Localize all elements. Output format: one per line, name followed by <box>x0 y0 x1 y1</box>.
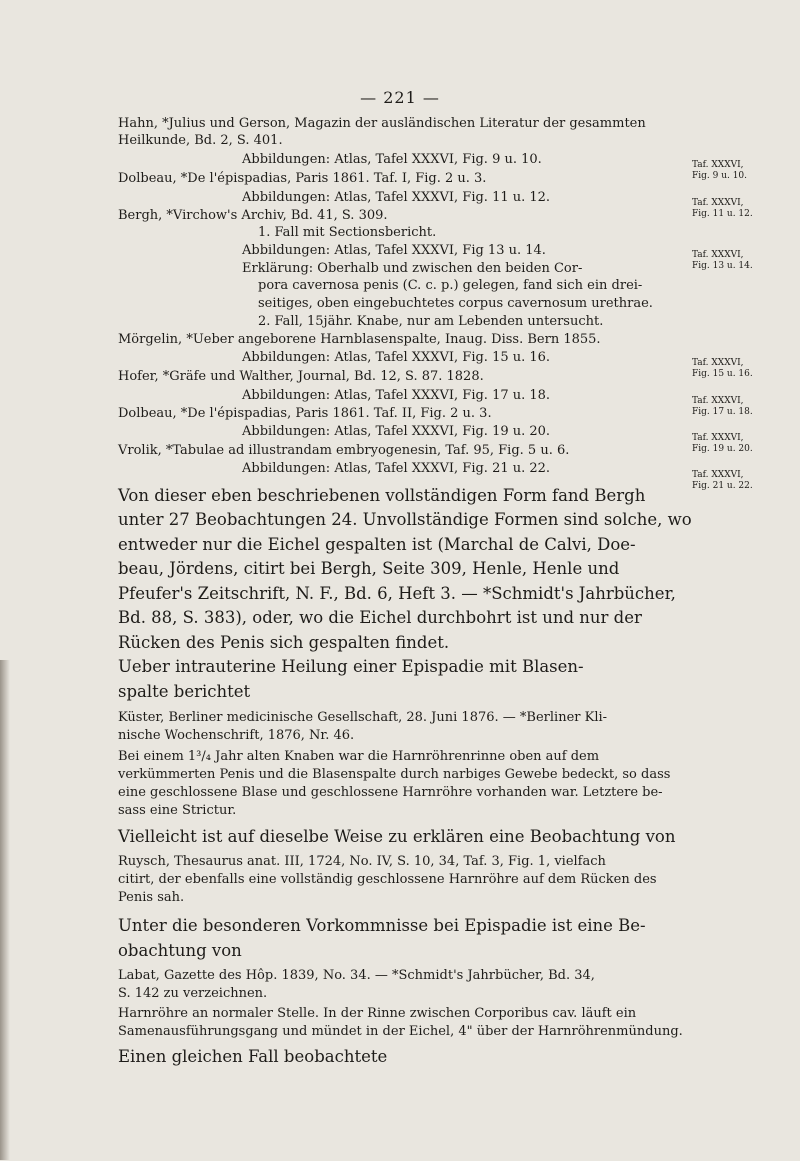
text-line: Vielleicht ist auf dieselbe Weise zu erklären eine Beobachtung von <box>118 827 676 846</box>
margin-note: Fig. 15 u. 16. <box>692 369 753 379</box>
margin-note: Taf. XXXVI, <box>692 396 744 406</box>
text-line: Ruysch, Thesaurus anat. III, 1724, No. IV, S. 10, 34, Taf. 3, Fig. 1, vielfach <box>118 854 606 869</box>
binding-shadow <box>0 660 10 1160</box>
text-line: 2. Fall, 15jähr. Knabe, nur am Lebenden untersucht. <box>258 314 604 329</box>
text-line: Dolbeau, *De l'épispadias, Paris 1861. Taf. II, Fig. 2 u. 3. <box>118 406 492 421</box>
text-line: nische Wochenschrift, 1876, Nr. 46. <box>118 728 355 743</box>
margin-note: Fig. 9 u. 10. <box>692 171 748 181</box>
margin-note: Fig. 19 u. 20. <box>692 444 753 454</box>
margin-note: Taf. XXXVI, <box>692 250 744 260</box>
text-line: citirt, der ebenfalls eine vollständig geschlossene Harnröhre auf dem Rücken des <box>118 872 657 887</box>
text-line: Küster, Berliner medicinische Gesellschaft, 28. Juni 1876. — *Berliner Kli- <box>118 710 608 725</box>
text-line: Abbildungen: Atlas, Tafel XXXVI, Fig. 15 u. 16. <box>242 350 551 365</box>
text-line: Abbildungen: Atlas, Tafel XXXVI, Fig. 17 u. 18. <box>242 388 551 403</box>
text-line: Von dieser eben beschriebenen vollständigen Form fand Bergh <box>118 486 646 505</box>
margin-note: Taf. XXXVI, <box>692 470 744 480</box>
text-line: Heilkunde, Bd. 2, S. 401. <box>118 133 283 148</box>
margin-note: Taf. XXXVI, <box>692 198 744 208</box>
text-line: Bei einem 1³/₄ Jahr alten Knaben war die Harnröhrenrinne oben auf dem <box>118 749 600 764</box>
margin-note: Fig. 13 u. 14. <box>692 261 753 271</box>
text-line: Hofer, *Gräfe und Walther, Journal, Bd. 12, S. 87. 1828. <box>118 369 484 384</box>
text-line: Ueber intrauterine Heilung einer Epispadie mit Blasen- <box>118 657 584 676</box>
text-line: Einen gleichen Fall beobachtete <box>118 1047 388 1066</box>
text-line: S. 142 zu verzeichnen. <box>118 986 268 1001</box>
margin-note: Fig. 17 u. 18. <box>692 407 753 417</box>
margin-note: Fig. 21 u. 22. <box>692 481 753 491</box>
text-line: Erklärung: Oberhalb und zwischen den beiden Cor- <box>242 261 583 276</box>
text-line: beau, Jördens, citirt bei Bergh, Seite 309, Henle, Henle und <box>118 559 620 578</box>
text-line: Unter die besonderen Vorkommnisse bei Epispadie ist eine Be- <box>118 916 646 935</box>
text-line: Dolbeau, *De l'épispadias, Paris 1861. Taf. I, Fig. 2 u. 3. <box>118 171 487 186</box>
text-line: Abbildungen: Atlas, Tafel XXXVI, Fig. 11 u. 12. <box>242 190 551 205</box>
text-line: eine geschlossene Blase und geschlossene Harnröhre vorhanden war. Letztere be- <box>118 785 663 800</box>
text-line: sass eine Strictur. <box>118 803 237 818</box>
text-line: Rücken des Penis sich gespalten findet. <box>118 633 450 652</box>
text-line: Vrolik, *Tabulae ad illustrandam embryogenesin, Taf. 95, Fig. 5 u. 6. <box>118 443 570 458</box>
margin-note: Taf. XXXVI, <box>692 433 744 443</box>
text-line: Samenausführungsgang und mündet in der Eichel, 4" über der Harnröhrenmündung. <box>118 1024 683 1039</box>
text-line: seitiges, oben eingebuchtetes corpus cavernosum urethrae. <box>258 296 653 311</box>
text-line: unter 27 Beobachtungen 24. Unvollständige Formen sind solche, wo <box>118 510 692 529</box>
text-line: Pfeufer's Zeitschrift, N. F., Bd. 6, Heft 3. — *Schmidt's Jahrbücher, <box>118 584 676 603</box>
text-line: Abbildungen: Atlas, Tafel XXXVI, Fig 13 u. 14. <box>242 243 546 258</box>
text-line: 1. Fall mit Sectionsbericht. <box>258 225 437 240</box>
text-line: Abbildungen: Atlas, Tafel XXXVI, Fig. 21 u. 22. <box>242 461 551 476</box>
text-line: Labat, Gazette des Hôp. 1839, No. 34. — *Schmidt's Jahrbücher, Bd. 34, <box>118 968 595 983</box>
text-line: Bd. 88, S. 383), oder, wo die Eichel durchbohrt ist und nur der <box>118 608 642 627</box>
margin-note: Taf. XXXVI, <box>692 160 744 170</box>
margin-note: Fig. 11 u. 12. <box>692 209 753 219</box>
text-line: Penis sah. <box>118 890 185 905</box>
page-number: — 221 — <box>360 88 440 107</box>
text-line: obachtung von <box>118 941 242 960</box>
text-line: entweder nur die Eichel gespalten ist (Marchal de Calvi, Doe- <box>118 535 636 554</box>
text-line: pora cavernosa penis (C. c. p.) gelegen, fand sich ein drei- <box>258 278 643 293</box>
text-line: spalte berichtet <box>118 682 251 701</box>
text-line: Hahn, *Julius und Gerson, Magazin der ausländischen Literatur der gesammten <box>118 116 646 131</box>
text-line: Bergh, *Virchow's Archiv, Bd. 41, S. 309. <box>118 208 388 223</box>
text-line: Abbildungen: Atlas, Tafel XXXVI, Fig. 19 u. 20. <box>242 424 551 439</box>
text-line: Mörgelin, *Ueber angeborene Harnblasenspalte, Inaug. Diss. Bern 1855. <box>118 332 601 347</box>
text-line: verkümmerten Penis und die Blasenspalte durch narbiges Gewebe bedeckt, so dass <box>118 767 671 782</box>
text-line: Abbildungen: Atlas, Tafel XXXVI, Fig. 9 u. 10. <box>242 152 542 167</box>
text-line: Harnröhre an normaler Stelle. In der Rinne zwischen Corporibus cav. läuft ein <box>118 1006 637 1021</box>
margin-note: Taf. XXXVI, <box>692 358 744 368</box>
